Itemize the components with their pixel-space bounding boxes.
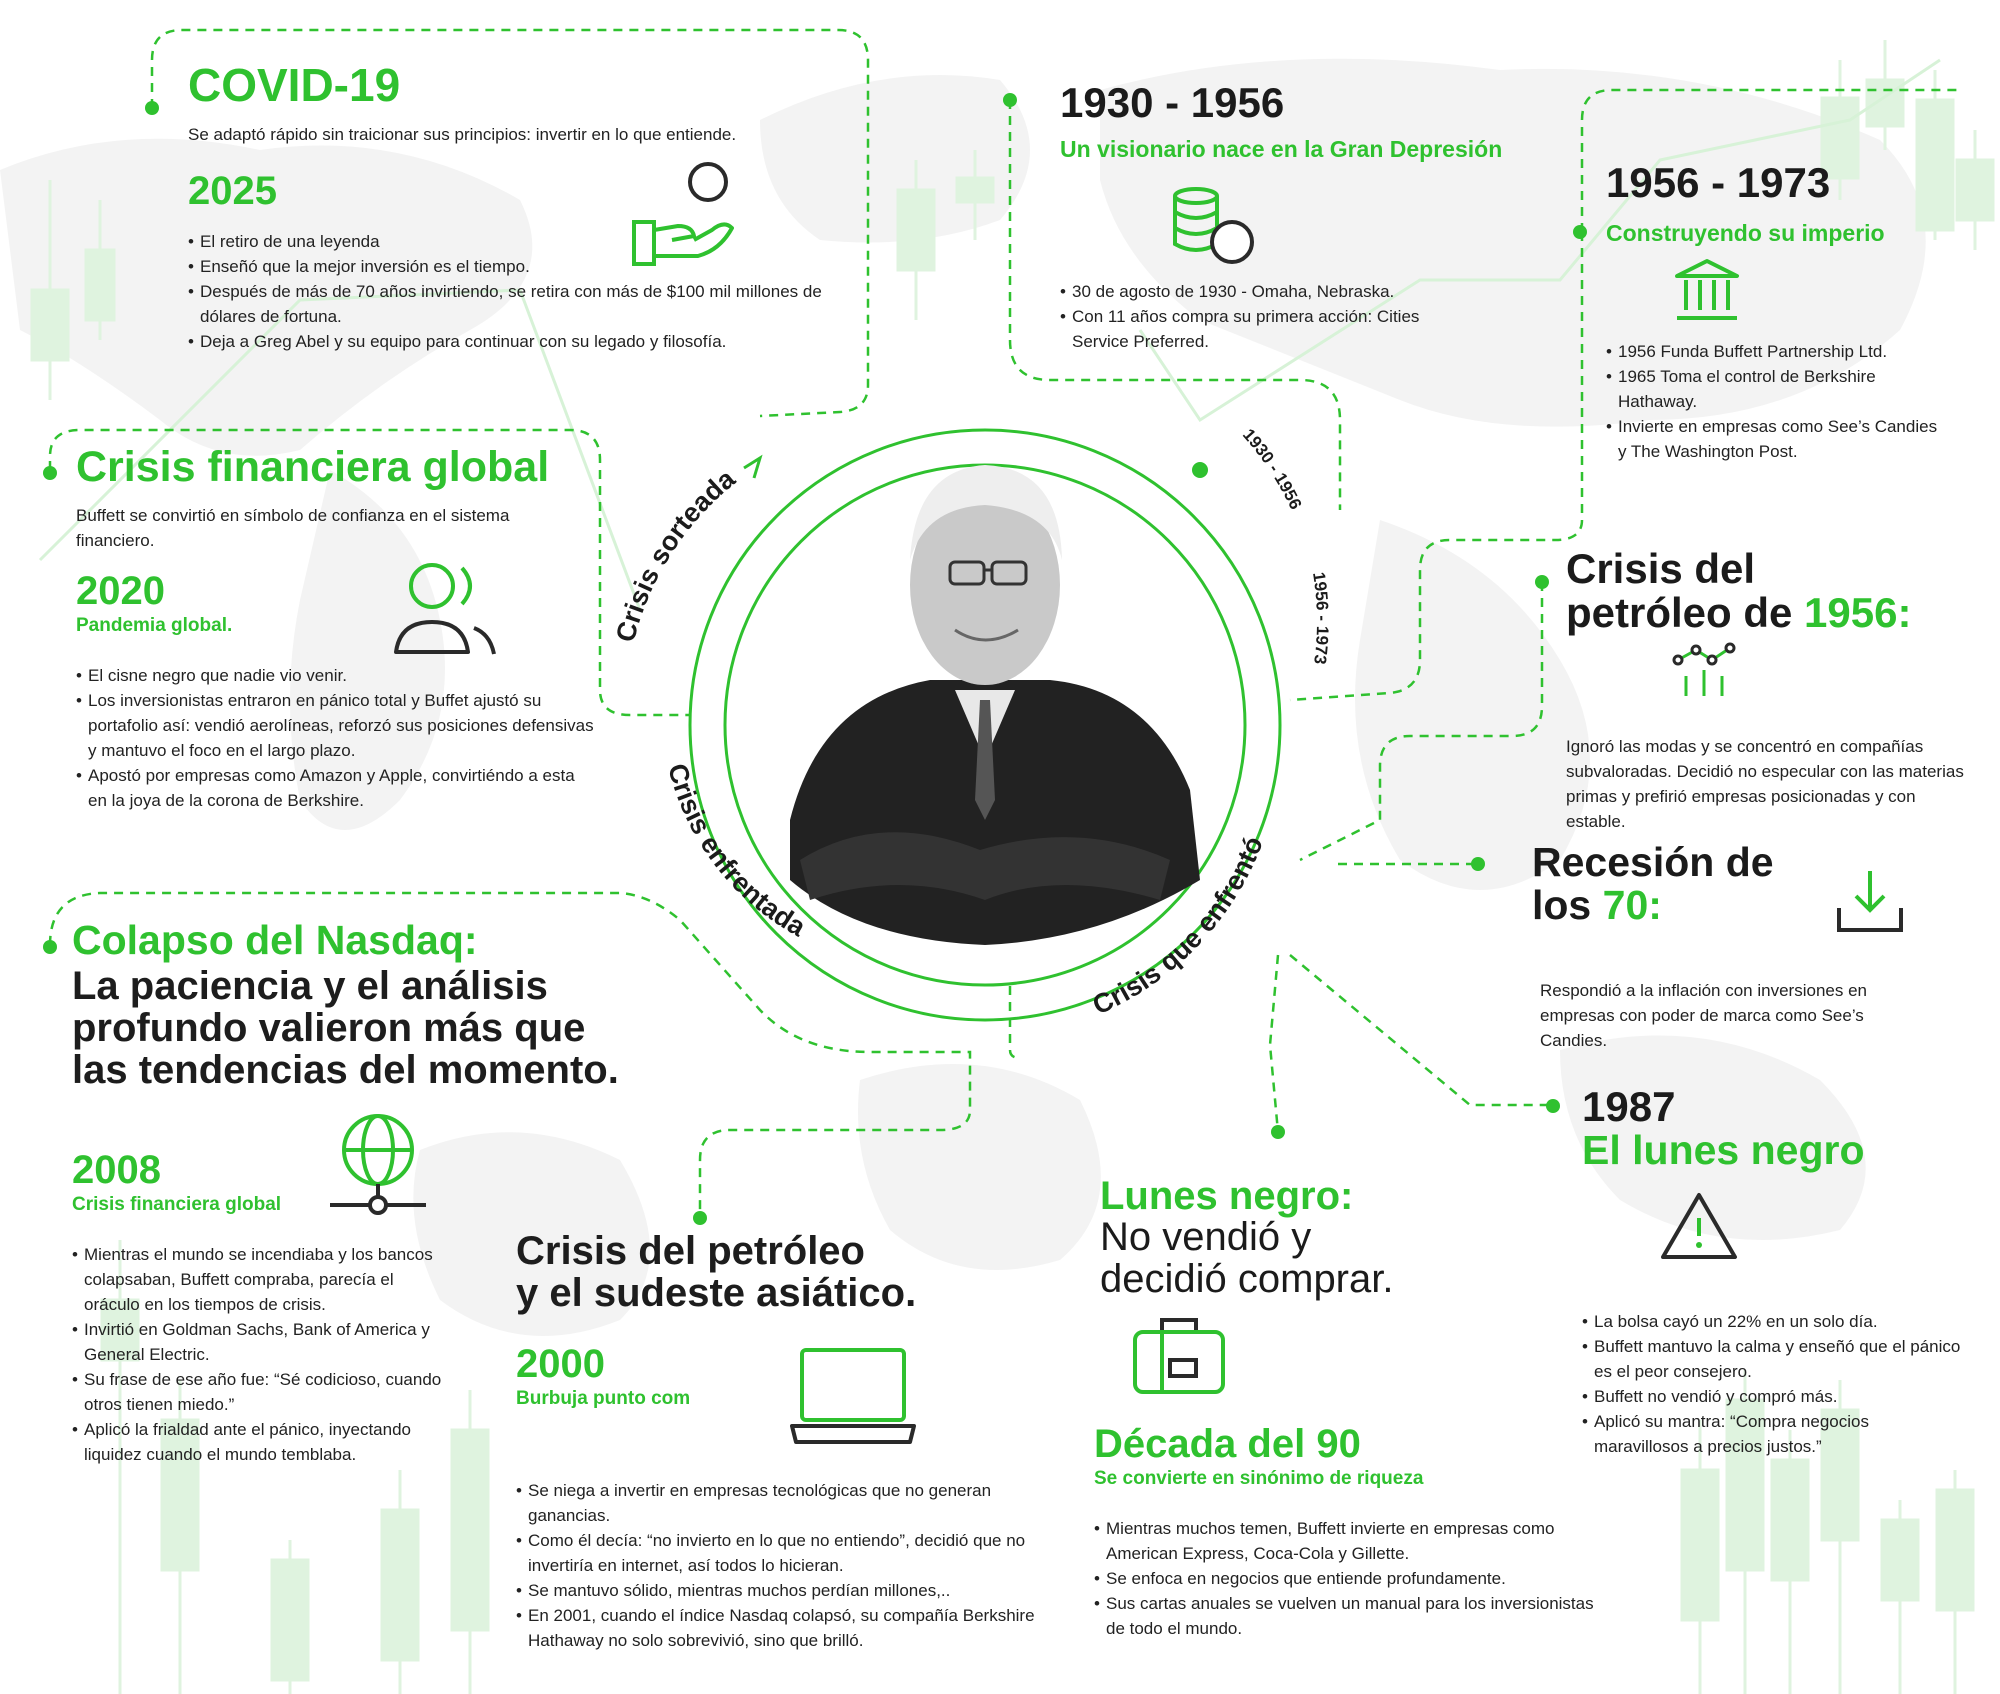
bank-icon <box>1674 258 1740 322</box>
nasdaq-line-1: La paciencia y el análisis <box>72 964 548 1008</box>
lunes-line-1: No vendió y <box>1100 1215 1312 1259</box>
p1956-subtitle: Construyendo su imperio <box>1606 220 1885 246</box>
list-item: • Se mantuvo sólido, mientras muchos perdían millones,.. <box>516 1578 1056 1603</box>
crisis-financiera-section <box>76 443 636 813</box>
list-item: • Después de más de 70 años invirtiendo, se retira con más de $100 mil millones de dólares de fortuna. <box>188 279 828 329</box>
list-item: • Buffett mantuvo la calma y enseñó que el pánico es el peor consejero. <box>1582 1334 1962 1384</box>
briefcase-icon <box>1132 1316 1226 1396</box>
petroleo56-line-1: Crisis del <box>1566 545 1756 592</box>
arrow-icon <box>744 458 760 478</box>
coins-icon <box>1172 186 1256 266</box>
recesion-line-1: Recesión de <box>1532 839 1774 885</box>
list-item: • Los inversionistas entraron en pánico total y Buffet ajustó su portafolio así: vendió aerolíneas, reforzó sus posiciones defensivas y mantuvo el foco en el largo plazo. <box>76 688 596 763</box>
list-item: • Invirtió en Goldman Sachs, Bank of America y General Electric. <box>72 1317 452 1367</box>
list-item: • Aplicó su mantra: “Compra negocios maravillosos a precios justos.” <box>1582 1409 1962 1459</box>
nasdaq-line-3: las tendencias del momento. <box>72 1048 619 1092</box>
covid-section <box>188 59 888 354</box>
list-item: • 30 de agosto de 1930 - Omaha, Nebraska. <box>1060 279 1480 304</box>
y1987-year: 1987 <box>1582 1083 1676 1130</box>
list-item: • El cisne negro que nadie vio venir. <box>76 663 596 688</box>
petroleo56-line-2b: 1956: <box>1804 589 1912 636</box>
nasdaq-year: 2008 <box>72 1148 161 1192</box>
list-item: • 1965 Toma el control de Berkshire Hathaway. <box>1606 364 1946 414</box>
list-item: • Invierte en empresas como See’s Candies y The Washington Post. <box>1606 414 1946 464</box>
lunes-year: Década del 90 <box>1094 1422 1361 1466</box>
decada-90-section <box>1094 1424 1614 1641</box>
recesion-desc: Respondió a la inflación con inversiones en empresas con poder de marca como See’s Candies. <box>1540 981 1867 1050</box>
p1930-subtitle: Un visionario nace en la Gran Depresión <box>1060 136 1503 162</box>
crisis-fin-year: 2020 <box>76 569 165 613</box>
lunes-title: Lunes negro: <box>1100 1174 1354 1218</box>
lunes-bullets <box>1094 1516 1604 1641</box>
list-item: • Enseñó que la mejor inversión es el tiempo. <box>188 254 828 279</box>
lunes-negro-section <box>1100 1176 1560 1300</box>
covid-title: COVID-19 <box>188 59 401 111</box>
y1987-subtitle: El lunes negro <box>1582 1127 1865 1173</box>
list-item: • Como él decía: “no invierto en lo que no entiendo”, decidió que no invertiría en internet, así todos lo hicieran. <box>516 1528 1056 1578</box>
y1987-bullets <box>1582 1309 1962 1459</box>
arc-label-1930: 1930 - 1956 <box>1239 425 1306 513</box>
petroleo-asia-bullets <box>516 1478 1056 1653</box>
period-1930-section <box>1060 79 1580 354</box>
nasdaq-title: Colapso del Nasdaq: <box>72 917 478 963</box>
period-1956-section <box>1606 159 1986 464</box>
petroleo56-desc: Ignoró las modas y se concentró en compañías subvaloradas. Decidió no especular con las materias primas y prefirió empresas posicionadas y con estable. <box>1566 737 1964 831</box>
list-item: • Se enfoca en negocios que entiende profundamente. <box>1094 1566 1604 1591</box>
hand-coin-icon <box>628 160 740 272</box>
crisis-fin-subtitle: Pandemia global. <box>76 615 233 636</box>
list-item: • Mientras muchos temen, Buffett invierte en empresas como American Express, Coca-Cola y Gillette. <box>1094 1516 1604 1566</box>
list-item: • Se niega a invertir en empresas tecnológicas que no generan ganancias. <box>516 1478 1056 1528</box>
list-item: • Su frase de ese año fue: “Sé codicioso, cuando otros tienen miedo.” <box>72 1367 452 1417</box>
covid-desc: Se adaptó rápido sin traicionar sus principios: invertir en lo que entiende. <box>188 125 737 144</box>
warning-icon <box>1660 1192 1738 1260</box>
list-item: • Buffett no vendió y compró más. <box>1582 1384 1962 1409</box>
p1956-title: 1956 - 1973 <box>1606 159 1831 206</box>
crisis-fin-title: Crisis financiera global <box>76 443 550 491</box>
list-item: • Sus cartas anuales se vuelven un manual para los inversionistas de todo el mundo. <box>1094 1591 1604 1641</box>
petroleo-asia-line-1: Crisis del petróleo <box>516 1229 865 1273</box>
year-1987-section <box>1582 1083 1992 1459</box>
list-item: • En 2001, cuando el índice Nasdaq colapsó, su compañía Berkshire Hathaway no solo sobrevivió, sino que brilló. <box>516 1603 1056 1653</box>
p1956-bullets <box>1606 339 1946 464</box>
crisis-fin-bullets <box>76 663 596 813</box>
covid-year: 2025 <box>188 169 277 213</box>
nasdaq-subtitle: Crisis financiera global <box>72 1194 282 1215</box>
list-item: • Aplicó la frialdad ante el pánico, inyectando liquidez cuando el mundo temblaba. <box>72 1417 452 1467</box>
nasdaq-bullets <box>72 1242 452 1467</box>
list-item: • Deja a Greg Abel y su equipo para continuar con su legado y filosofía. <box>188 329 828 354</box>
list-item: • La bolsa cayó un 22% en un solo día. <box>1582 1309 1962 1334</box>
list-item: • Con 11 años compra su primera acción: Cities Service Preferred. <box>1060 304 1480 354</box>
arc-label-enfrentada: Crisis enfrentada <box>662 760 811 943</box>
download-icon <box>1836 868 1904 934</box>
users-icon <box>392 560 502 660</box>
lunes-line-2: decidió comprar. <box>1100 1257 1394 1301</box>
list-item: • Mientras el mundo se incendiaba y los bancos colapsaban, Buffett compraba, parecía el oráculo en los tiempos de crisis. <box>72 1242 452 1317</box>
laptop-icon <box>790 1346 916 1448</box>
recesion-line-2a: los <box>1532 882 1603 928</box>
petroleo-asia-line-2: y el sudeste asiático. <box>516 1271 917 1315</box>
globe-network-icon <box>328 1112 428 1216</box>
list-item: • Apostó por empresas como Amazon y Apple, convirtiéndo a esta en la joya de la corona de Berkshire. <box>76 763 596 813</box>
petroleo-1956-section <box>1566 545 1986 834</box>
list-item: • El retiro de una leyenda <box>188 229 828 254</box>
nasdaq-line-2: profundo valieron más que <box>72 1006 586 1050</box>
arc-label-1956: 1956 - 1973 <box>1309 570 1332 666</box>
recesion-line-2b: 70: <box>1602 882 1662 928</box>
petroleo56-line-2a: petróleo de <box>1566 589 1805 636</box>
arc-label-enfrento: Crisis que enfrentó <box>1088 832 1269 1021</box>
crisis-fin-desc: Buffett se convirtió en símbolo de confianza en el sistema financiero. <box>76 506 510 550</box>
line-chart-icon <box>1672 640 1736 698</box>
lunes-subtitle: Se convierte en sinónimo de riqueza <box>1094 1468 1424 1489</box>
petroleo-asia-year: 2000 <box>516 1342 605 1386</box>
petroleo56-line-2 <box>1566 589 1986 636</box>
nasdaq-section <box>72 917 792 1092</box>
p1930-bullets <box>1060 279 1480 354</box>
petroleo-asia-subtitle: Burbuja punto com <box>516 1388 691 1409</box>
list-item: • 1956 Funda Buffett Partnership Ltd. <box>1606 339 1946 364</box>
arc-label-sorteada: Crisis sorteada <box>610 463 741 646</box>
p1930-title: 1930 - 1956 <box>1060 79 1285 126</box>
